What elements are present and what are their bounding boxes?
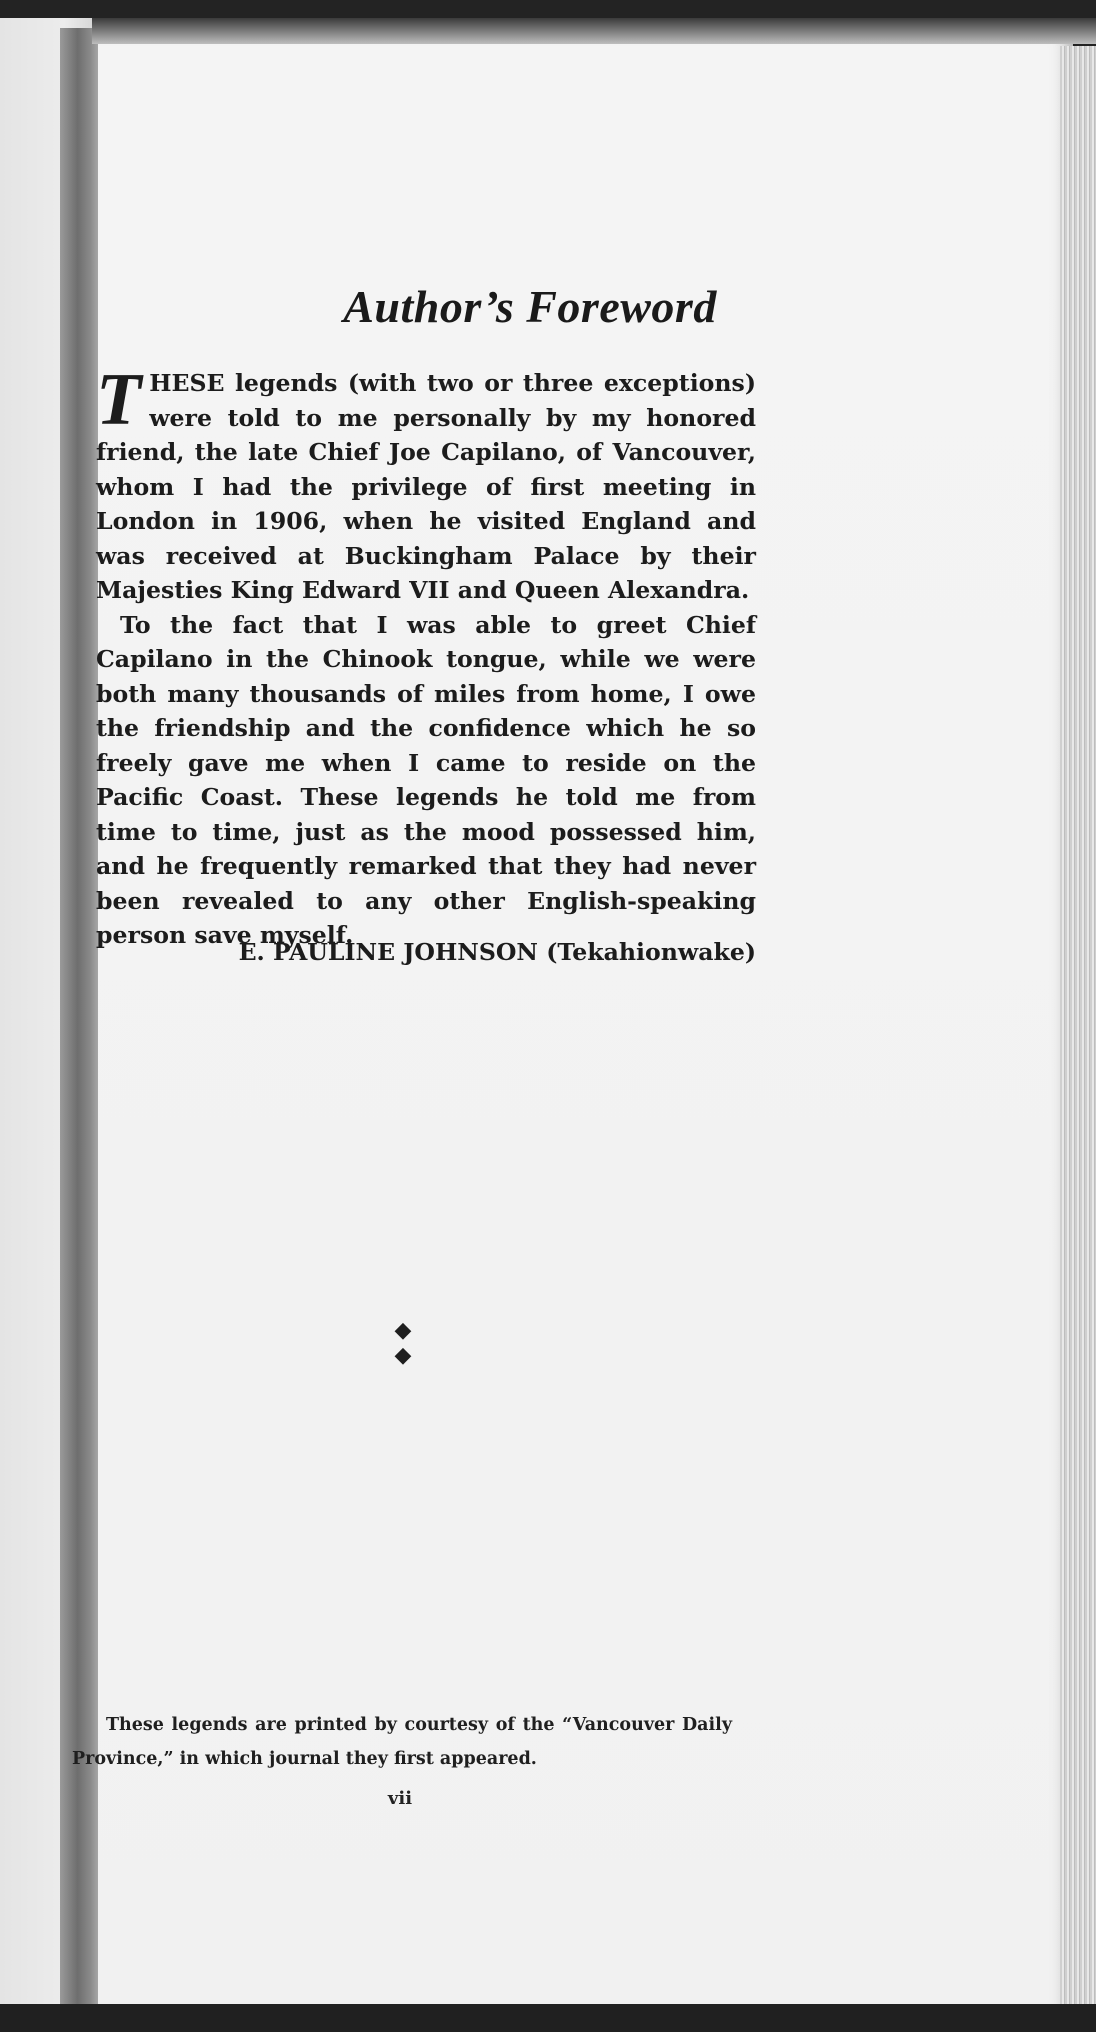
diamond-ornament: ◆ ◆ xyxy=(394,1318,426,1368)
page-stack-edge xyxy=(1060,46,1096,2012)
paragraph-2: To the fact that I was able to greet Chief Capilano in the Chinook tongue, while we were both many thousands of miles from home, I owe the friendship and the confidence which he so freely gave me when I came to reside on the Pacific Coast. These legends he told me from time to time, just as the mood possessed him, and he frequently remarked that they had never been revealed to any other English-speaking person save myself. xyxy=(96,610,756,949)
page-title: Author’s Foreword xyxy=(343,281,717,332)
page-number: vii xyxy=(387,1788,413,1809)
foreword-body xyxy=(96,359,756,953)
top-shadow xyxy=(92,18,1096,44)
author-signature: E. PAULINE JOHNSON (Tekahionwake) xyxy=(238,938,756,966)
bottom-shadow xyxy=(0,2004,1096,2032)
footnote: These legends are printed by courtesy of the “Vancouver Daily Province,” in which journal they first appeared. xyxy=(72,1715,732,1769)
drop-cap: T xyxy=(96,359,142,441)
paragraph-1-text: HESE legends (with two or three exceptions) were told to me personally by my honored friend, the late Chief Joe Capilano, of Vancouver, whom I had the privilege of first meeting in London in 1906, when he visited England and was received at Buckingham Palace by their Majesties King Edward VII and Queen Alexandra. xyxy=(96,369,756,604)
paragraph-1 xyxy=(96,359,756,608)
